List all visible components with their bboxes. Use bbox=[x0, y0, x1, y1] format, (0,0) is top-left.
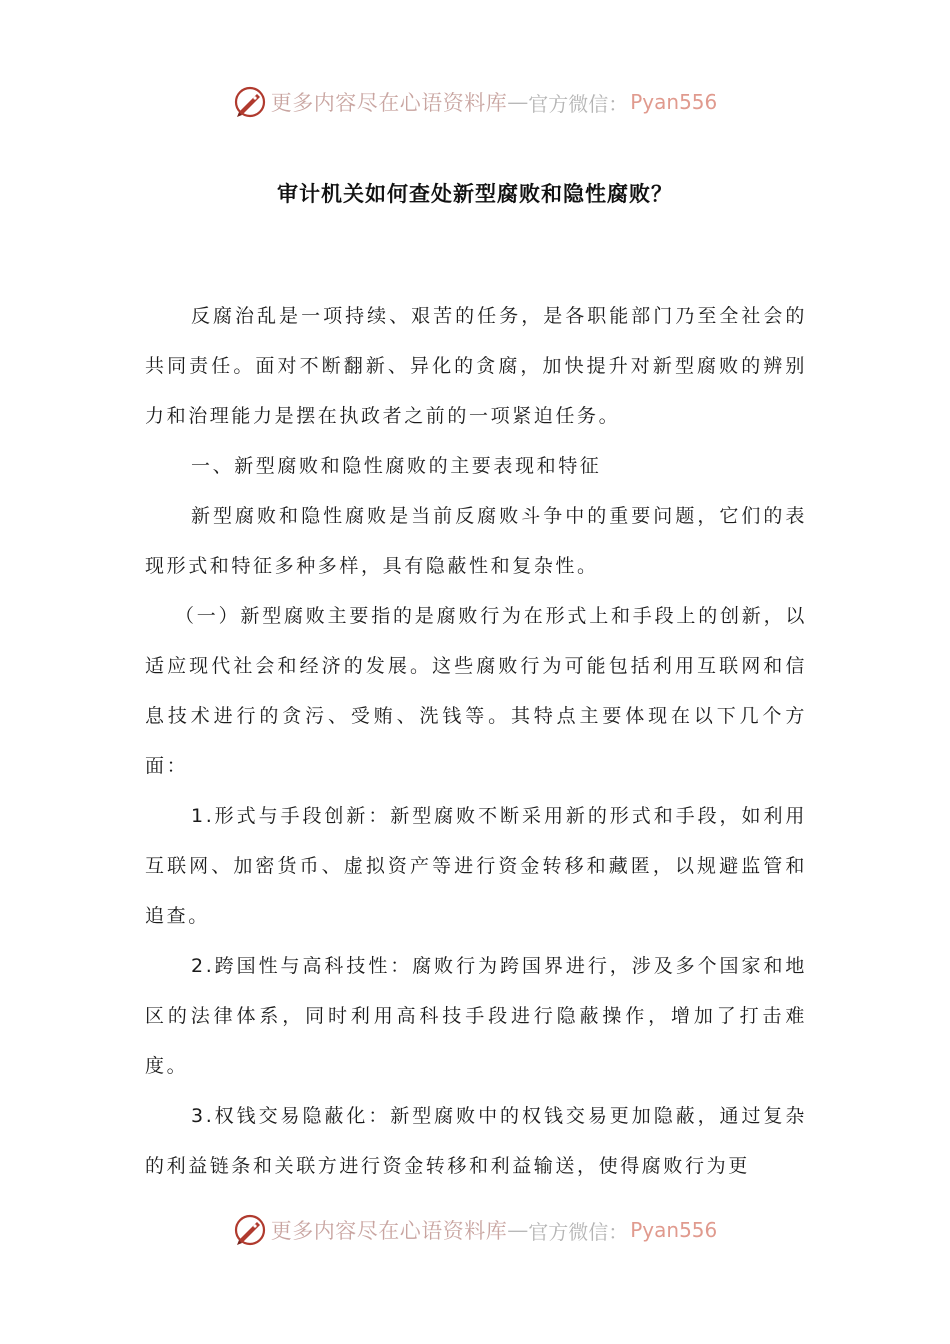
subsection-new-corruption: （一）新型腐败主要指的是腐败行为在形式上和手段上的创新，以适应现代社会和经济的发展。这些腐败行为可能包括利用互联网和信息技术进行的贪污、受贿、洗钱等。其特点主要体现在以下几个方面： bbox=[145, 605, 807, 777]
watermark-wechat-id: Pyan556 bbox=[630, 1218, 718, 1242]
document-body bbox=[145, 291, 807, 1191]
list-item-2: 2.跨国性与高科技性：腐败行为跨国界进行，涉及多个国家和地区的法律体系，同时利用高科技手段进行隐蔽操作，增加了打击难度。 bbox=[145, 955, 807, 1077]
header-watermark bbox=[0, 82, 950, 122]
footer-watermark bbox=[0, 1210, 950, 1250]
watermark-separator: — bbox=[507, 1218, 529, 1242]
watermark-wechat-id: Pyan556 bbox=[630, 90, 718, 114]
document-title: 审计机关如何查处新型腐败和隐性腐败？ bbox=[277, 182, 673, 206]
watermark-separator: — bbox=[507, 90, 529, 114]
pen-nib-logo-icon bbox=[233, 1213, 267, 1247]
pen-nib-logo-icon bbox=[233, 85, 267, 119]
watermark-wechat-label: 官方微信： bbox=[528, 91, 629, 116]
paragraph-intro: 反腐治乱是一项持续、艰苦的任务，是各职能部门乃至全社会的共同责任。面对不断翻新、异化的贪腐，加快提升对新型腐败的辨别力和治理能力是摆在执政者之前的一项紧迫任务。 bbox=[145, 305, 807, 427]
section-heading: 一、新型腐败和隐性腐败的主要表现和特征 bbox=[191, 455, 602, 477]
list-item-3: 3.权钱交易隐蔽化：新型腐败中的权钱交易更加隐蔽，通过复杂的利益链条和关联方进行资金转移和利益输送，使得腐败行为更 bbox=[145, 1105, 807, 1177]
watermark-brand: 更多内容尽在心语资料库 bbox=[270, 91, 508, 115]
watermark-brand: 更多内容尽在心语资料库 bbox=[270, 1219, 508, 1243]
paragraph-overview: 新型腐败和隐性腐败是当前反腐败斗争中的重要问题，它们的表现形式和特征多种多样，具有隐蔽性和复杂性。 bbox=[145, 505, 807, 577]
watermark-wechat-label: 官方微信： bbox=[528, 1219, 629, 1244]
list-item-1: 1.形式与手段创新：新型腐败不断采用新的形式和手段，如利用互联网、加密货币、虚拟资产等进行资金转移和藏匿，以规避监管和追查。 bbox=[145, 805, 807, 927]
